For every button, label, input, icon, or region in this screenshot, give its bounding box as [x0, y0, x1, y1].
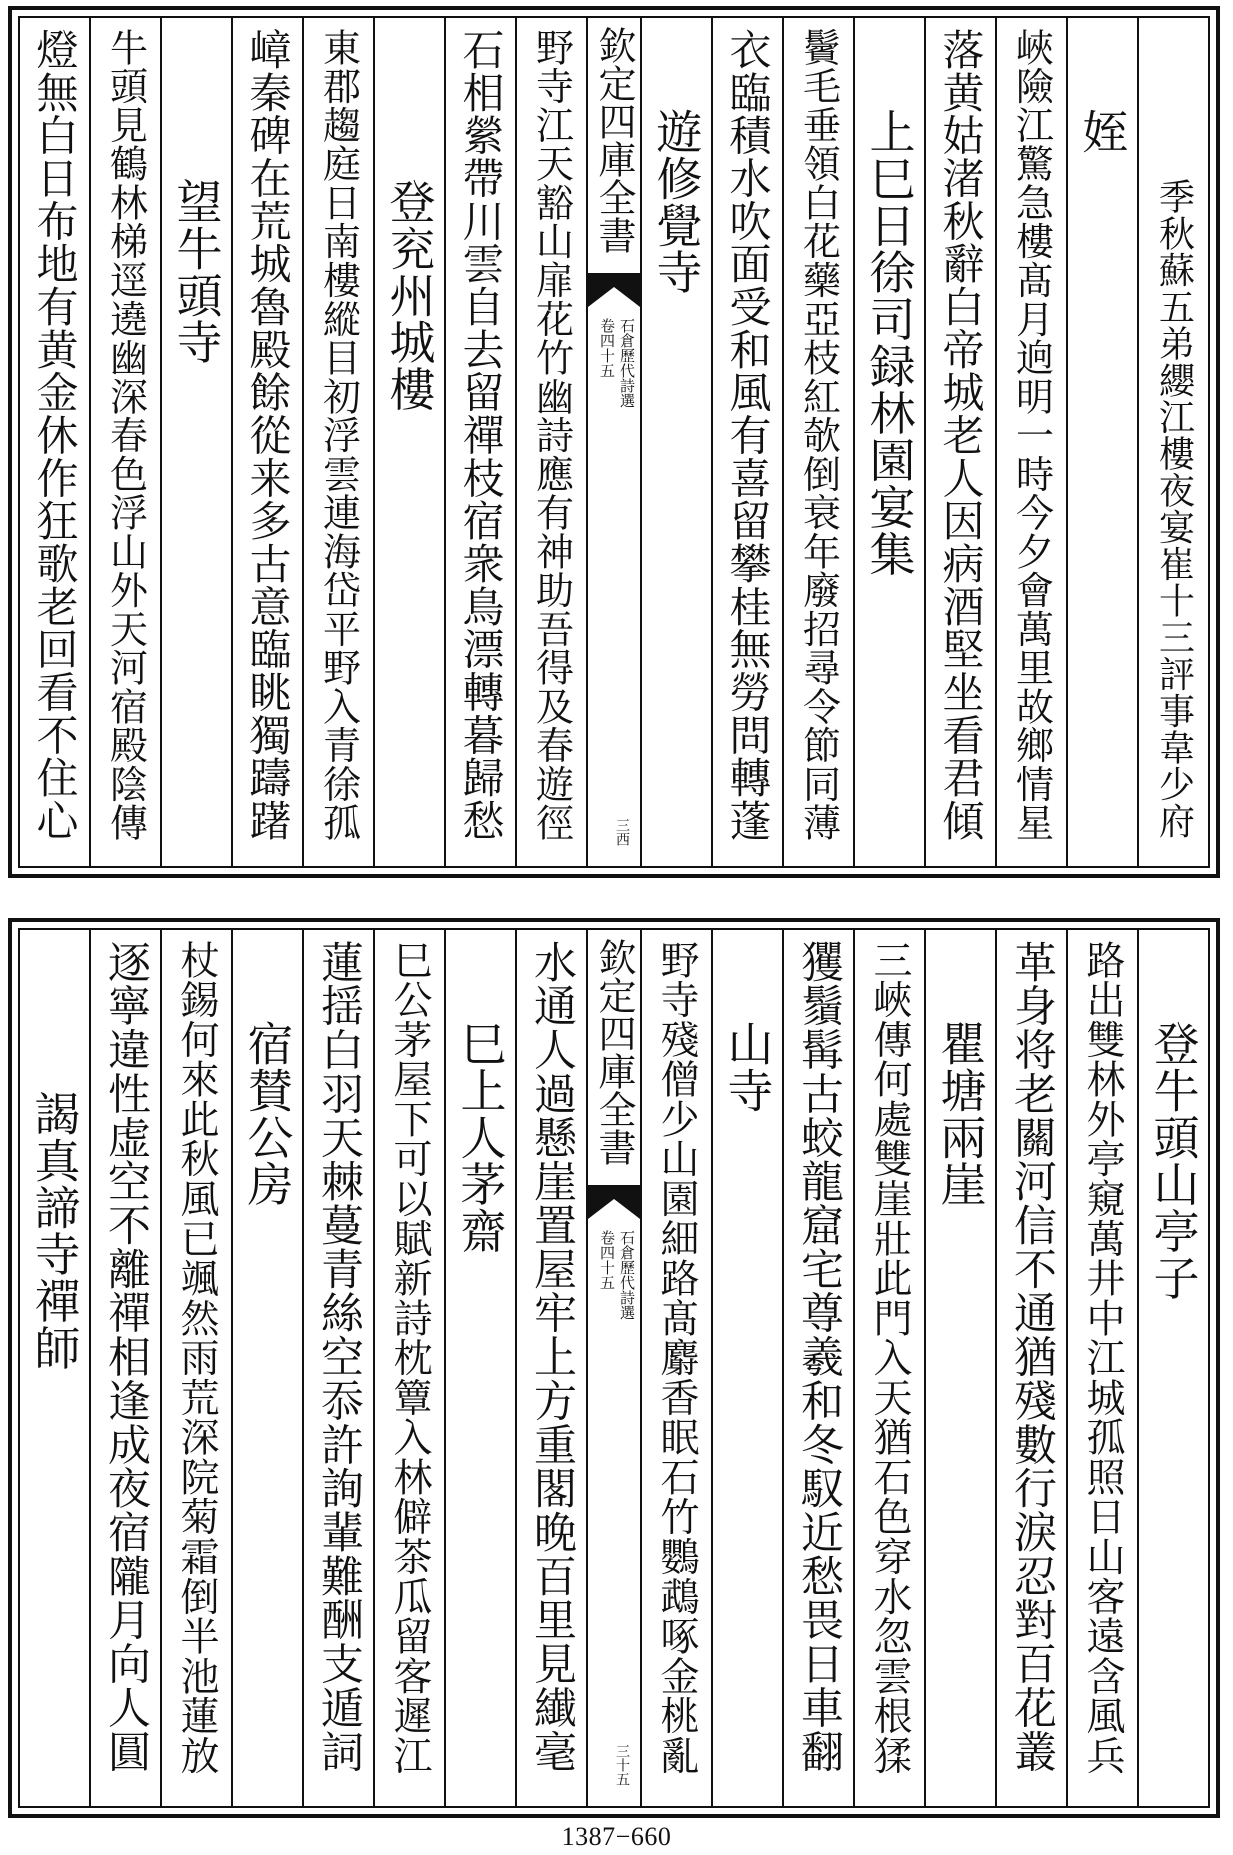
- poem-title: 姪: [1075, 108, 1130, 155]
- poem-line: 逐寧違性虚空不離禪相逢成夜宿隴月向人圓: [101, 940, 151, 1774]
- text-column: [231, 930, 302, 1806]
- poem-line: 杖錫何來此秋風已颯然雨荒深院菊霜倒半池蓮放: [174, 940, 219, 1776]
- text-column: [160, 18, 231, 866]
- text-column: [924, 18, 995, 866]
- poem-line: 石相縈帶川雲自去留禪枝宿衆鳥漂轉暮歸愁: [456, 28, 506, 842]
- poem-title: 山寺: [720, 1020, 775, 1114]
- poem-title: 謁真諦寺禪師: [27, 1090, 82, 1372]
- text-column: [1066, 930, 1137, 1806]
- text-column: [853, 930, 924, 1806]
- poem-line: 燈無白日布地有黄金休作狂歌老回看不住心: [30, 28, 80, 842]
- poem-line: 峽險江驚急樓髙月逈明一時今夕會萬里故鄉情星: [1009, 28, 1054, 842]
- center-band: [586, 930, 640, 1806]
- poem-line: 嶂秦碑在荒城魯殿餘從来多古意臨眺獨躊躇: [243, 28, 293, 842]
- poem-line: 玃鬚髯古蛟龍窟宅尊羲和冬馭近愁畏日車翻: [794, 940, 844, 1774]
- poem-title: 巳上人茅齋: [453, 1020, 508, 1255]
- poem-title: 登兖州城樓: [382, 178, 437, 413]
- poem-line: 水通人過懸崖置屋牢上方重閣晚百里見纎毫: [527, 940, 577, 1774]
- text-column: [89, 930, 160, 1806]
- collection-title: 欽定四庫全書: [592, 938, 636, 1166]
- fishtail-mark-icon: [588, 273, 640, 307]
- text-column: [782, 930, 853, 1806]
- text-column: [20, 18, 89, 866]
- text-column: [853, 18, 924, 866]
- text-column: [515, 930, 586, 1806]
- page-footer-number: 1387−660: [561, 1822, 672, 1851]
- fishtail-mark-icon: [588, 1185, 640, 1219]
- poem-line: 三峽傳何處雙崖壯此門入天猶石色穿水忽雲根猱: [867, 940, 912, 1776]
- text-column: [1137, 930, 1208, 1806]
- volume-label: 卷四十五: [598, 318, 616, 378]
- poem-line: 鬢毛垂領白花藥亞枝紅欹倒衰年廢招尋令節同薄: [796, 28, 841, 842]
- poem-line: 落黄姑渚秋辭白帝城老人因病酒堅坐看君傾: [936, 28, 986, 842]
- text-column: [89, 18, 160, 866]
- folio-number: 三西: [614, 818, 630, 846]
- poem-title: 瞿塘兩崖: [933, 1020, 988, 1208]
- text-column: [995, 18, 1066, 866]
- text-column: [640, 930, 711, 1806]
- bottom-page: [8, 918, 1220, 1818]
- text-column: [302, 18, 373, 866]
- text-column: [444, 18, 515, 866]
- poem-title: 上巳日徐司録林園宴集: [862, 108, 917, 578]
- bottom-page-columns: [18, 928, 1210, 1808]
- poem-title: 望牛頭寺: [169, 178, 224, 366]
- text-column: [20, 930, 89, 1806]
- folio-number: 三十五: [614, 1744, 630, 1786]
- text-column: [444, 930, 515, 1806]
- volume-label: 卷四十五: [598, 1230, 616, 1290]
- poem-title: 登牛頭山亭子: [1146, 1020, 1201, 1302]
- top-page: [8, 6, 1220, 878]
- text-column: [782, 18, 853, 866]
- poem-line: 野寺殘僧少山園細路髙麝香眠石竹鸚鵡啄金桃亂: [654, 940, 699, 1776]
- poem-line: 巳公茅屋下可以賦新詩枕簟入林僻茶瓜留客遲江: [387, 940, 432, 1776]
- text-column: [711, 18, 782, 866]
- poem-title: 遊修覺寺: [649, 108, 704, 296]
- text-column: [711, 930, 782, 1806]
- poem-line: 衣臨積水吹面受和風有喜留攀桂無勞問轉蓬: [723, 28, 773, 842]
- book-title: 石倉歷代詩選: [618, 1230, 636, 1320]
- text-column: [160, 930, 231, 1806]
- poem-title: 宿賛公房: [240, 1020, 295, 1208]
- poem-line: 東郡趨庭日南樓縱目初浮雲連海岱平野入青徐孤: [316, 28, 361, 842]
- top-page-columns: [18, 16, 1210, 868]
- text-column: [373, 18, 444, 866]
- text-column: [995, 930, 1066, 1806]
- poem-line: 革身将老關河信不通猶殘數行淚忍對百花叢: [1007, 940, 1057, 1774]
- text-column: [640, 18, 711, 866]
- text-column: [231, 18, 302, 866]
- text-column: [373, 930, 444, 1806]
- text-column: [1137, 18, 1208, 866]
- text-column: [302, 930, 373, 1806]
- poem-line: 野寺江天豁山扉花竹幽詩應有神助吾得及春遊徑: [529, 28, 574, 842]
- book-title: 石倉歷代詩選: [618, 318, 636, 408]
- collection-title: 欽定四庫全書: [592, 26, 636, 254]
- text-column: [515, 18, 586, 866]
- center-band: [586, 18, 640, 866]
- poem-line: 牛頭見鶴林梯逕遶幽深春色浮山外天河宿殿陰傳: [103, 28, 148, 842]
- poem-line: 路出雙林外亭窺萬井中江城孤照日山客遠含風兵: [1080, 940, 1125, 1776]
- text-column: [1066, 18, 1137, 866]
- poem-line: 蓮揺白羽天棘蔓青絲空忝許詢輩難酬支遁詞: [314, 940, 364, 1774]
- text-column: [924, 930, 995, 1806]
- poem-title: 季秋蘇五弟纓江樓夜宴崔十三評事韋少府: [1153, 178, 1195, 839]
